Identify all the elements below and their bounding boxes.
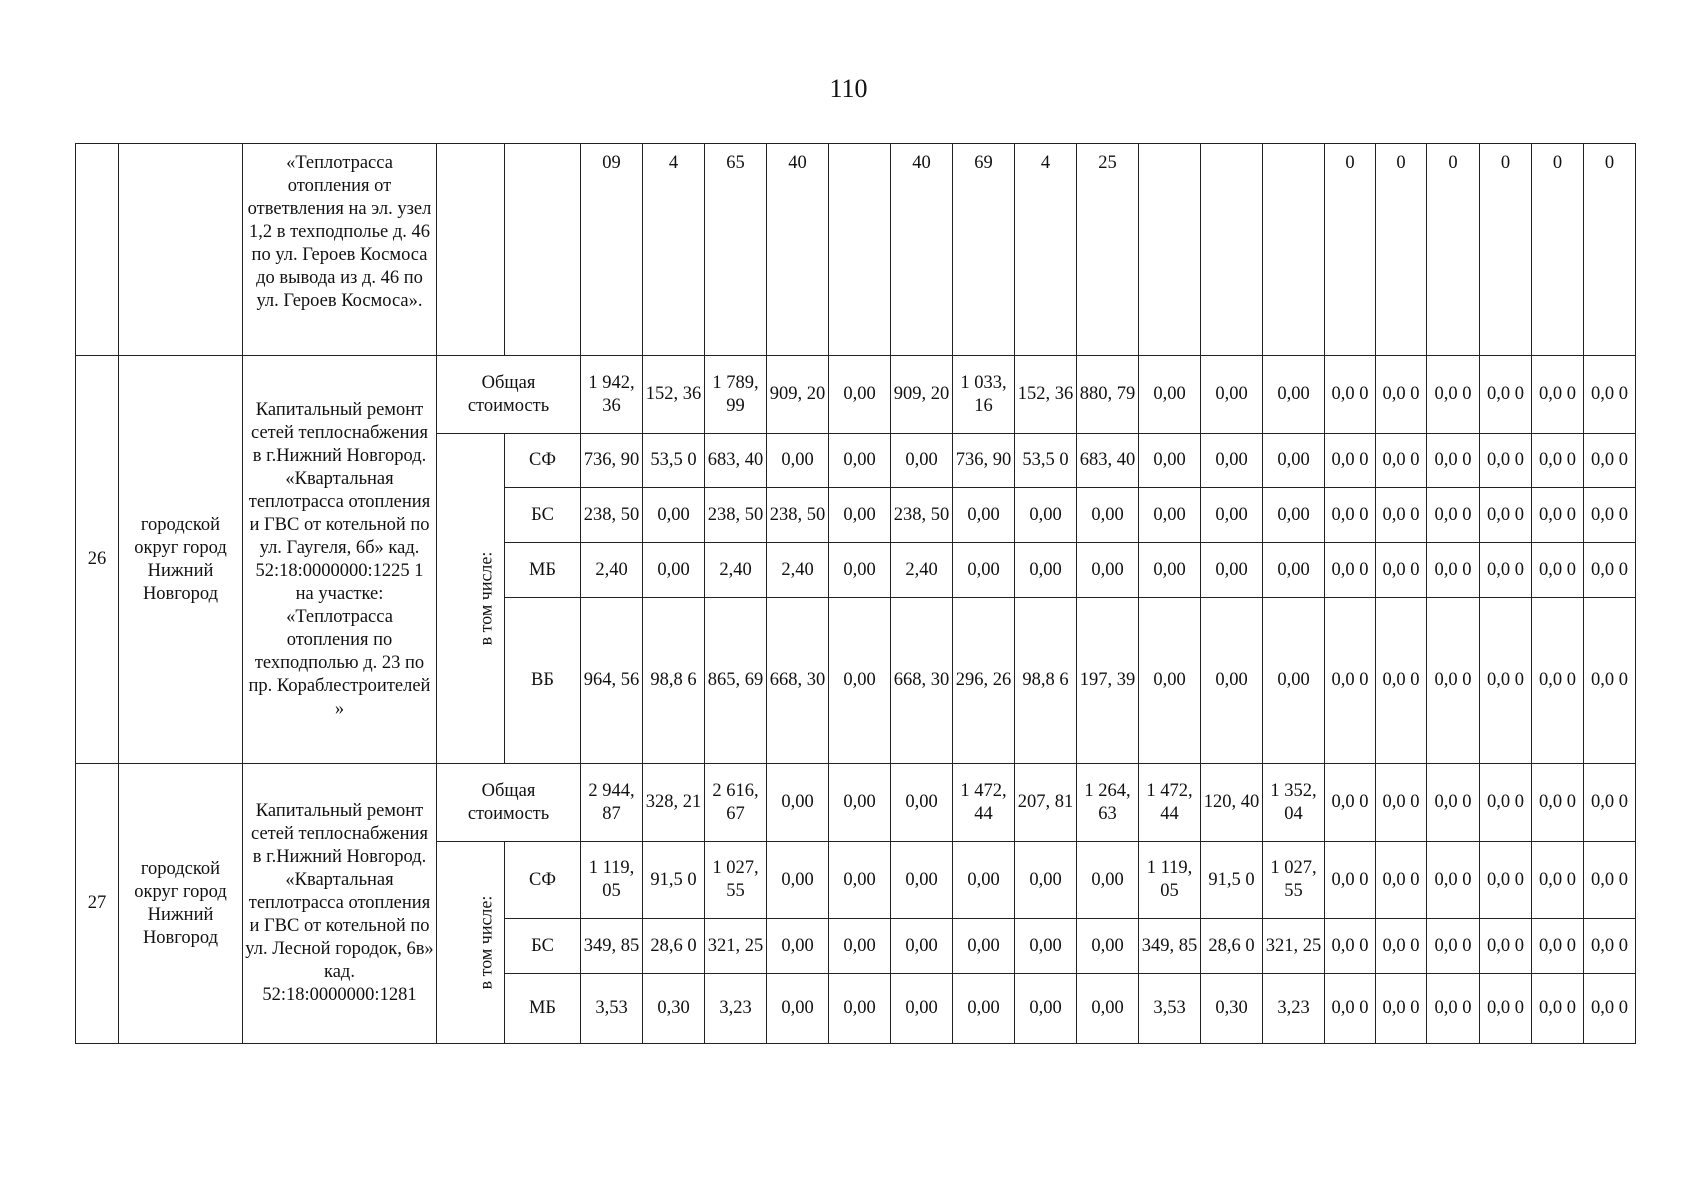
value-cell: 98,8 6 (643, 598, 705, 764)
value-cell: 0,0 0 (1376, 543, 1427, 598)
total-cost-label: Общая стоимость (437, 764, 581, 842)
value-cell: 0,0 0 (1325, 764, 1376, 842)
value-cell: 40 (767, 144, 829, 356)
value-cell: 328, 21 (643, 764, 705, 842)
value-cell: 909, 20 (767, 356, 829, 434)
value-cell: 0,00 (643, 543, 705, 598)
value-cell: 0,00 (1139, 543, 1201, 598)
value-cell: 0,00 (891, 434, 953, 488)
value-cell: 0,00 (891, 842, 953, 919)
value-cell: 3,23 (705, 974, 767, 1044)
value-cell: 321, 25 (1263, 919, 1325, 974)
value-cell: 0,0 0 (1584, 974, 1636, 1044)
value-cell (1201, 144, 1263, 356)
table-row (76, 764, 1636, 842)
value-cell: 4 (643, 144, 705, 356)
including-label-cell (437, 434, 505, 764)
value-cell: 0,0 0 (1376, 434, 1427, 488)
value-cell: 238, 50 (767, 488, 829, 543)
value-cell: 0,0 0 (1532, 543, 1584, 598)
value-cell: 0,00 (829, 974, 891, 1044)
table-row (76, 356, 1636, 434)
value-cell: 0,00 (1077, 842, 1139, 919)
value-cell: 69 (953, 144, 1015, 356)
value-cell: 65 (705, 144, 767, 356)
value-cell: 0,00 (953, 842, 1015, 919)
value-cell: 349, 85 (581, 919, 643, 974)
value-cell: 0,0 0 (1584, 543, 1636, 598)
value-cell: 0,00 (829, 842, 891, 919)
value-cell: 238, 50 (705, 488, 767, 543)
value-cell: 0,0 0 (1325, 488, 1376, 543)
including-label-cell (437, 842, 505, 1044)
total-cost-label: Общая стоимость (437, 356, 581, 434)
value-cell: 0,00 (1015, 974, 1077, 1044)
value-cell: 0,00 (643, 488, 705, 543)
value-cell: 668, 30 (891, 598, 953, 764)
value-cell: 40 (891, 144, 953, 356)
value-cell: 349, 85 (1139, 919, 1201, 974)
value-cell: 1 027, 55 (705, 842, 767, 919)
table-row (76, 144, 1636, 356)
value-cell: 0,00 (829, 356, 891, 434)
value-cell: 0,0 0 (1376, 598, 1427, 764)
value-cell: 0,0 0 (1532, 356, 1584, 434)
value-cell: 0,0 0 (1376, 919, 1427, 974)
value-cell: 0 (1325, 144, 1376, 356)
value-cell (829, 144, 891, 356)
value-cell: 120, 40 (1201, 764, 1263, 842)
value-cell: 0,0 0 (1480, 488, 1532, 543)
value-cell: 0,0 0 (1480, 974, 1532, 1044)
value-cell: 0,00 (953, 974, 1015, 1044)
value-cell: 0 (1376, 144, 1427, 356)
value-cell: 0,00 (891, 919, 953, 974)
value-cell: 0,0 0 (1325, 598, 1376, 764)
value-cell: 0,00 (829, 919, 891, 974)
value-cell: 3,53 (581, 974, 643, 1044)
value-cell: 736, 90 (953, 434, 1015, 488)
value-cell: 1 264, 63 (1077, 764, 1139, 842)
value-cell: 0,00 (829, 543, 891, 598)
value-cell: 0,0 0 (1427, 919, 1480, 974)
value-cell: 207, 81 (1015, 764, 1077, 842)
value-cell: 0,0 0 (1427, 764, 1480, 842)
description-cell: «Теплотрасса отопления от ответвления на эл. узел 1,2 в техподполье д. 46 по ул. Героев Космоса до вывода из д. 46 по ул. Героев Космоса». (243, 144, 437, 356)
district-cell: городской округ город Нижний Новгород (119, 764, 243, 1044)
value-cell: 0,30 (1201, 974, 1263, 1044)
value-cell: 0,0 0 (1427, 598, 1480, 764)
value-cell: 0,00 (891, 974, 953, 1044)
value-cell: 0,00 (1263, 434, 1325, 488)
value-cell: 0,0 0 (1427, 488, 1480, 543)
value-cell: 0,00 (1077, 974, 1139, 1044)
value-cell: 0,00 (1263, 488, 1325, 543)
value-cell: 1 942, 36 (581, 356, 643, 434)
source-label: ВБ (505, 598, 581, 764)
row-number-cell: 26 (76, 356, 119, 764)
value-cell: 1 027, 55 (1263, 842, 1325, 919)
value-cell: 0,00 (953, 919, 1015, 974)
value-cell: 0,0 0 (1480, 543, 1532, 598)
source-label: СФ (505, 434, 581, 488)
value-cell: 1 789, 99 (705, 356, 767, 434)
value-cell: 0,0 0 (1325, 356, 1376, 434)
value-cell: 0,0 0 (1480, 598, 1532, 764)
value-cell: 53,5 0 (643, 434, 705, 488)
value-cell: 0,00 (767, 842, 829, 919)
value-cell: 28,6 0 (643, 919, 705, 974)
value-cell: 0,00 (767, 974, 829, 1044)
value-cell: 1 033, 16 (953, 356, 1015, 434)
value-cell: 683, 40 (1077, 434, 1139, 488)
value-cell: 0,0 0 (1480, 764, 1532, 842)
value-cell: 0,0 0 (1427, 842, 1480, 919)
value-cell: 0,00 (1201, 488, 1263, 543)
value-cell: 53,5 0 (1015, 434, 1077, 488)
value-cell: 0,00 (1263, 598, 1325, 764)
value-cell: 668, 30 (767, 598, 829, 764)
value-cell: 0,30 (643, 974, 705, 1044)
row-number-cell (76, 144, 119, 356)
value-cell: 0,0 0 (1376, 488, 1427, 543)
value-cell: 0,0 0 (1325, 974, 1376, 1044)
value-cell: 0,00 (829, 598, 891, 764)
value-cell: 09 (581, 144, 643, 356)
value-cell: 3,53 (1139, 974, 1201, 1044)
value-cell: 0,00 (953, 543, 1015, 598)
value-cell: 0,0 0 (1325, 543, 1376, 598)
value-cell: 0,00 (1139, 598, 1201, 764)
value-cell: 0,0 0 (1325, 919, 1376, 974)
value-cell: 0,0 0 (1376, 974, 1427, 1044)
value-cell: 0,00 (1015, 842, 1077, 919)
value-cell: 0,0 0 (1480, 356, 1532, 434)
value-cell: 0,0 0 (1427, 543, 1480, 598)
value-cell: 91,5 0 (643, 842, 705, 919)
value-cell: 0,0 0 (1480, 919, 1532, 974)
value-cell: 0,0 0 (1376, 842, 1427, 919)
value-cell: 152, 36 (643, 356, 705, 434)
value-cell: 0,00 (1139, 356, 1201, 434)
value-cell: 0,00 (1077, 543, 1139, 598)
value-cell: 0,00 (1015, 919, 1077, 974)
page-number: 110 (829, 74, 868, 103)
value-cell: 0 (1480, 144, 1532, 356)
including-label: в том числе: (475, 895, 496, 989)
value-cell: 0,00 (767, 764, 829, 842)
value-cell: 0,00 (1077, 919, 1139, 974)
value-cell: 0,00 (1015, 543, 1077, 598)
value-cell: 2,40 (891, 543, 953, 598)
value-cell: 0,00 (1201, 543, 1263, 598)
value-cell: 736, 90 (581, 434, 643, 488)
value-cell: 0,0 0 (1584, 919, 1636, 974)
value-cell: 0,0 0 (1584, 434, 1636, 488)
value-cell: 321, 25 (705, 919, 767, 974)
label-cell (437, 144, 505, 356)
value-cell: 0,00 (1263, 356, 1325, 434)
value-cell: 2,40 (767, 543, 829, 598)
value-cell: 0 (1584, 144, 1636, 356)
value-cell: 909, 20 (891, 356, 953, 434)
value-cell: 2,40 (705, 543, 767, 598)
value-cell: 1 119, 05 (1139, 842, 1201, 919)
value-cell: 1 472, 44 (953, 764, 1015, 842)
value-cell: 0,00 (767, 434, 829, 488)
value-cell: 238, 50 (581, 488, 643, 543)
value-cell: 0,0 0 (1532, 919, 1584, 974)
value-cell: 683, 40 (705, 434, 767, 488)
value-cell: 0,0 0 (1532, 974, 1584, 1044)
value-cell: 0 (1427, 144, 1480, 356)
value-cell: 0,0 0 (1325, 842, 1376, 919)
value-cell: 0,0 0 (1532, 764, 1584, 842)
value-cell: 865, 69 (705, 598, 767, 764)
value-cell: 2,40 (581, 543, 643, 598)
source-label: БС (505, 919, 581, 974)
value-cell: 0,00 (1139, 488, 1201, 543)
funding-table (75, 143, 1636, 1044)
value-cell: 0,0 0 (1376, 356, 1427, 434)
value-cell: 0 (1532, 144, 1584, 356)
value-cell: 0,0 0 (1584, 764, 1636, 842)
value-cell: 0,0 0 (1376, 764, 1427, 842)
value-cell: 2 616, 67 (705, 764, 767, 842)
value-cell (1263, 144, 1325, 356)
value-cell: 0,0 0 (1532, 598, 1584, 764)
value-cell: 28,6 0 (1201, 919, 1263, 974)
including-label: в том числе: (475, 551, 496, 645)
value-cell: 4 (1015, 144, 1077, 356)
value-cell: 0,00 (1077, 488, 1139, 543)
value-cell: 0,00 (1201, 598, 1263, 764)
value-cell: 1 472, 44 (1139, 764, 1201, 842)
value-cell: 0,00 (1015, 488, 1077, 543)
source-label: МБ (505, 543, 581, 598)
value-cell: 0,0 0 (1532, 842, 1584, 919)
value-cell: 0,00 (829, 434, 891, 488)
source-label: СФ (505, 842, 581, 919)
value-cell: 1 352, 04 (1263, 764, 1325, 842)
value-cell: 0,00 (1263, 543, 1325, 598)
district-cell: городской округ город Нижний Новгород (119, 356, 243, 764)
value-cell: 0,0 0 (1427, 434, 1480, 488)
value-cell: 0,0 0 (1480, 434, 1532, 488)
value-cell: 0,00 (829, 764, 891, 842)
value-cell: 0,0 0 (1532, 434, 1584, 488)
value-cell: 0,0 0 (1480, 842, 1532, 919)
description-cell: Капитальный ремонт сетей теплоснабжения в г.Нижний Новгород. «Квартальная теплотрасса отопления и ГВС от котельной по ул. Лесной городок, 6в» кад. 52:18:0000000:1281 (243, 764, 437, 1044)
value-cell: 25 (1077, 144, 1139, 356)
value-cell: 0,0 0 (1532, 488, 1584, 543)
value-cell (1139, 144, 1201, 356)
value-cell: 0,0 0 (1325, 434, 1376, 488)
value-cell: 197, 39 (1077, 598, 1139, 764)
value-cell: 964, 56 (581, 598, 643, 764)
value-cell: 0,00 (767, 919, 829, 974)
value-cell: 0,0 0 (1584, 598, 1636, 764)
value-cell: 0,0 0 (1427, 974, 1480, 1044)
value-cell: 0,00 (1201, 434, 1263, 488)
source-label: МБ (505, 974, 581, 1044)
value-cell: 0,00 (953, 488, 1015, 543)
value-cell: 3,23 (1263, 974, 1325, 1044)
value-cell: 91,5 0 (1201, 842, 1263, 919)
value-cell: 0,00 (829, 488, 891, 543)
value-cell: 296, 26 (953, 598, 1015, 764)
value-cell: 880, 79 (1077, 356, 1139, 434)
value-cell: 0,00 (1201, 356, 1263, 434)
value-cell: 238, 50 (891, 488, 953, 543)
value-cell: 0,0 0 (1584, 488, 1636, 543)
value-cell: 2 944, 87 (581, 764, 643, 842)
value-cell: 0,0 0 (1584, 842, 1636, 919)
value-cell: 98,8 6 (1015, 598, 1077, 764)
description-cell: Капитальный ремонт сетей теплоснабжения в г.Нижний Новгород. «Квартальная теплотрасса отопления и ГВС от котельной по ул. Гаугеля, 6б» кад. 52:18:0000000:1225 1 на участке: «Теплотрасса отопления по техподполью д. 23 по пр. Кораблестроителей » (243, 356, 437, 764)
sub-label-cell (505, 144, 581, 356)
value-cell: 152, 36 (1015, 356, 1077, 434)
district-cell (119, 144, 243, 356)
value-cell: 0,00 (1139, 434, 1201, 488)
value-cell: 1 119, 05 (581, 842, 643, 919)
value-cell: 0,0 0 (1427, 356, 1480, 434)
value-cell: 0,00 (891, 764, 953, 842)
source-label: БС (505, 488, 581, 543)
row-number-cell: 27 (76, 764, 119, 1044)
value-cell: 0,0 0 (1584, 356, 1636, 434)
